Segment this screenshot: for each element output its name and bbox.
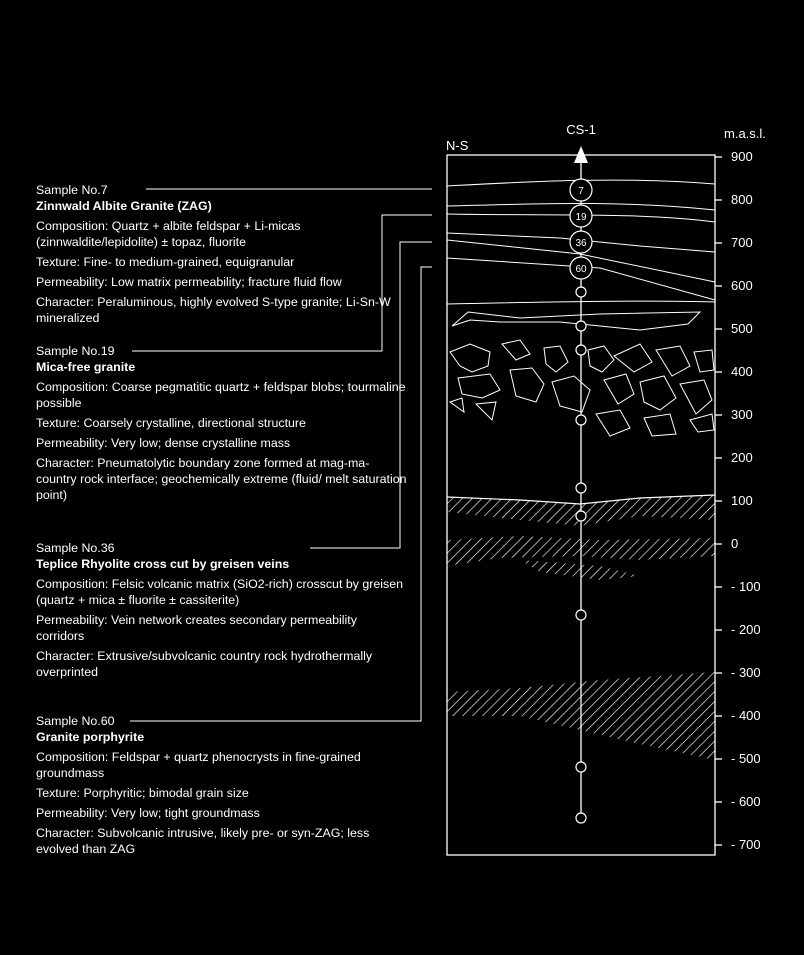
sample-point: [576, 610, 586, 620]
axis-tick-label: 800: [731, 192, 753, 207]
sample-marker-19-label: 19: [575, 212, 587, 223]
borehole-label: CS-1: [566, 122, 596, 137]
axis-tick-label: - 200: [731, 622, 761, 637]
axis-tick-label: - 500: [731, 751, 761, 766]
sample-texture: Texture: Fine- to medium-grained, equigranular: [36, 255, 295, 269]
sample-number: Sample No.60: [36, 714, 115, 728]
depth-axis: [715, 157, 722, 845]
sample-point: [576, 287, 586, 297]
sample-permeability: Permeability: Low matrix permeability; fracture fluid flow: [36, 275, 342, 289]
axis-tick-label: - 100: [731, 579, 761, 594]
sample-composition: Composition: Quartz + albite feldspar + Li-micas (zinnwaldite/lepidolite) ± topaz, fluorite: [36, 219, 301, 249]
sample-point: [576, 813, 586, 823]
sample-36-description: [36, 540, 408, 684]
axis-tick-label: - 300: [731, 665, 761, 680]
sample-point: [576, 321, 586, 331]
sample-composition: Composition: Coarse pegmatitic quartz + feldspar blobs; tourmaline possible: [36, 380, 406, 410]
sample-texture: Texture: Porphyritic; bimodal grain size: [36, 786, 249, 800]
axis-tick-label: 500: [731, 321, 753, 336]
sample-permeability: Permeability: Very low; dense crystalline mass: [36, 436, 291, 450]
sample-point: [576, 483, 586, 493]
axis-tick-label: 700: [731, 235, 753, 250]
sample-marker-7-label: 7: [578, 186, 584, 197]
sample-permeability: Permeability: Very low; tight groundmass: [36, 806, 260, 820]
sample-marker-36-label: 36: [575, 238, 587, 249]
depth-axis-labels: [731, 149, 761, 852]
axis-tick-label: 400: [731, 364, 753, 379]
axis-tick-label: 200: [731, 450, 753, 465]
sample-number: Sample No.19: [36, 344, 115, 358]
sample-marker-60-label: 60: [575, 264, 587, 275]
axis-tick-label: - 700: [731, 837, 761, 852]
sample-name: Zinnwald Albite Granite (ZAG): [36, 199, 212, 213]
orientation-label: N-S: [446, 138, 469, 153]
axis-unit-label: m.a.s.l.: [724, 126, 766, 141]
axis-tick-label: 600: [731, 278, 753, 293]
axis-tick-label: - 400: [731, 708, 761, 723]
sample-name: Teplice Rhyolite cross cut by greisen veins: [36, 557, 290, 571]
sample-composition: Composition: Felsic volcanic matrix (SiO2-rich) crosscut by greisen (quartz + mica ± fluorite ± cassiterite): [36, 577, 404, 607]
sample-permeability: Permeability: Vein network creates secondary permeability corridors: [36, 613, 357, 643]
sample-point: [576, 415, 586, 425]
sample-19-description: [36, 343, 408, 507]
sample-character: Character: Peraluminous, highly evolved S-type granite; Li-Sn-W mineralized: [36, 295, 391, 325]
sample-name: Granite porphyrite: [36, 730, 145, 744]
axis-tick-label: 100: [731, 493, 753, 508]
sample-character: Character: Subvolcanic intrusive, likely pre- or syn-ZAG; less evolved than ZAG: [36, 826, 370, 856]
axis-tick-label: 900: [731, 149, 753, 164]
sample-composition: Composition: Feldspar + quartz phenocrysts in fine-grained groundmass: [36, 750, 361, 780]
sample-number: Sample No.36: [36, 541, 115, 555]
greisen-hatched-vein: [520, 560, 640, 580]
axis-tick-label: 0: [731, 536, 739, 551]
axis-tick-label: - 600: [731, 794, 761, 809]
sample-point: [576, 762, 586, 772]
sample-point: [576, 345, 586, 355]
sample-name: Mica-free granite: [36, 360, 136, 374]
sample-point: [576, 511, 586, 521]
axis-tick-label: 300: [731, 407, 753, 422]
sample-character: Character: Extrusive/subvolcanic country rock hydrothermally overprinted: [36, 649, 373, 679]
sample-7-description: [36, 182, 408, 330]
sample-texture: Texture: Coarsely crystalline, directional structure: [36, 416, 306, 430]
sample-60-description: [36, 713, 408, 861]
sample-number: Sample No.7: [36, 183, 108, 197]
sample-character: Character: Pneumatolytic boundary zone formed at mag-ma-country rock interface; geochemically extreme (fluid/ melt saturation point): [36, 456, 407, 502]
